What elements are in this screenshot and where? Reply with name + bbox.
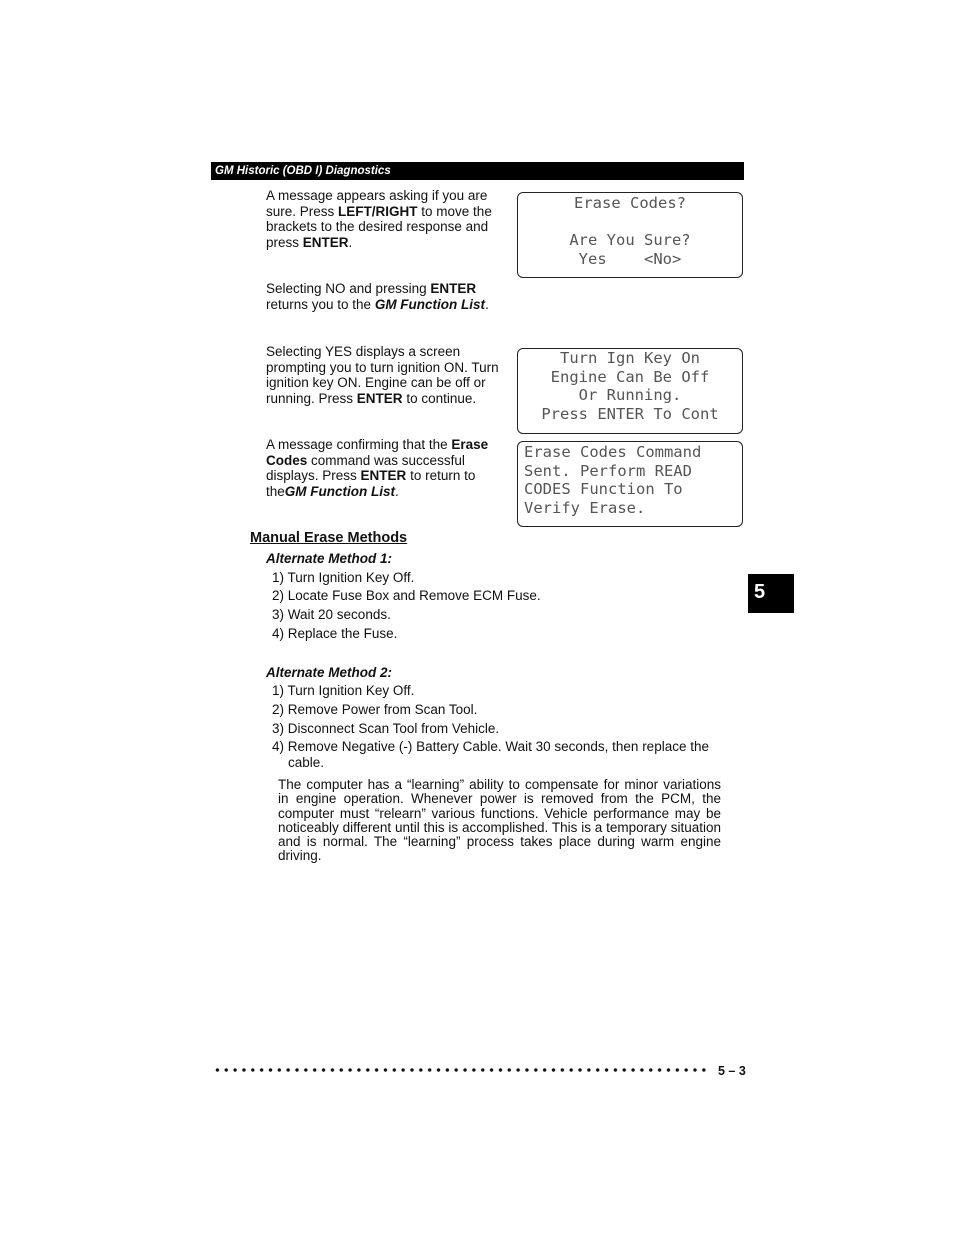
method-1-title: Alternate Method 1: xyxy=(266,551,393,566)
chapter-tab: 5 xyxy=(748,574,794,613)
screen-line: Are You Sure? xyxy=(569,231,691,249)
section-header: GM Historic (OBD I) Diagnostics xyxy=(211,162,744,180)
screen-line: Sent. Perform READ xyxy=(524,461,692,480)
list-item: 3) Disconnect Scan Tool from Vehicle. xyxy=(272,721,500,736)
method-2-title: Alternate Method 2: xyxy=(266,665,393,680)
screen-line xyxy=(518,213,742,232)
screen-line: CODES Function To xyxy=(524,480,683,498)
select-yes-instructions: Selecting YES displays a screen prompting you to turn ignition ON. Turn ignition key ON. Engine can be off or running. Press ENTER to continue. xyxy=(266,344,499,406)
screen-line: Engine Can Be Off xyxy=(550,367,710,386)
list-item: 3) Wait 20 seconds. xyxy=(272,607,391,622)
turn-ignition-screen xyxy=(517,348,743,434)
screen-line: Erase Codes? xyxy=(574,194,686,212)
manual-erase-heading: Manual Erase Methods xyxy=(250,530,408,546)
screen-line: Turn Ign Key On xyxy=(560,349,700,367)
erase-success-instructions: A message confirming that the Erase Codes command was successful displays. Press ENTER to return to theGM Function List. xyxy=(266,437,489,499)
list-item: 2) Remove Power from Scan Tool. xyxy=(272,702,478,717)
footer-dotted-rule xyxy=(213,1064,709,1076)
select-no-instructions: Selecting NO and pressing ENTER returns you to the GM Function List. xyxy=(266,281,489,312)
screen-line: Erase Codes Command xyxy=(524,443,702,461)
page-number: 5 – 3 xyxy=(718,1064,746,1078)
list-item: 4) Remove Negative (-) Battery Cable. Wait 30 seconds, then replace the xyxy=(272,739,709,754)
screen-line: Verify Erase. xyxy=(524,498,646,517)
list-item: 1) Turn Ignition Key Off. xyxy=(272,683,415,698)
learning-note: The computer has a “learning” ability to compensate for minor variations in engine operation. Whenever power is removed from the PCM, the computer must “relearn” various functions. Vehicle performance may be noticeably different until this is accomplished. This is a temporary situation and is normal. The “learning” process takes place during warm engine driving. xyxy=(278,777,721,864)
screen-line: Press ENTER To Cont xyxy=(541,404,719,423)
list-item: 1) Turn Ignition Key Off. xyxy=(272,570,415,585)
erase-sent-screen xyxy=(517,441,743,527)
erase-codes-confirm-screen xyxy=(517,192,743,278)
screen-line: Or Running. xyxy=(578,386,682,404)
list-item: 2) Locate Fuse Box and Remove ECM Fuse. xyxy=(272,588,541,603)
erase-confirm-instructions: A message appears asking if you are sure. Press LEFT/RIGHT to move the brackets to the desired response and press ENTER. xyxy=(266,188,492,250)
screen-line: Yes <No> xyxy=(578,249,682,268)
list-item: 4) Replace the Fuse. xyxy=(272,626,398,641)
list-item-continuation: cable. xyxy=(288,755,325,770)
